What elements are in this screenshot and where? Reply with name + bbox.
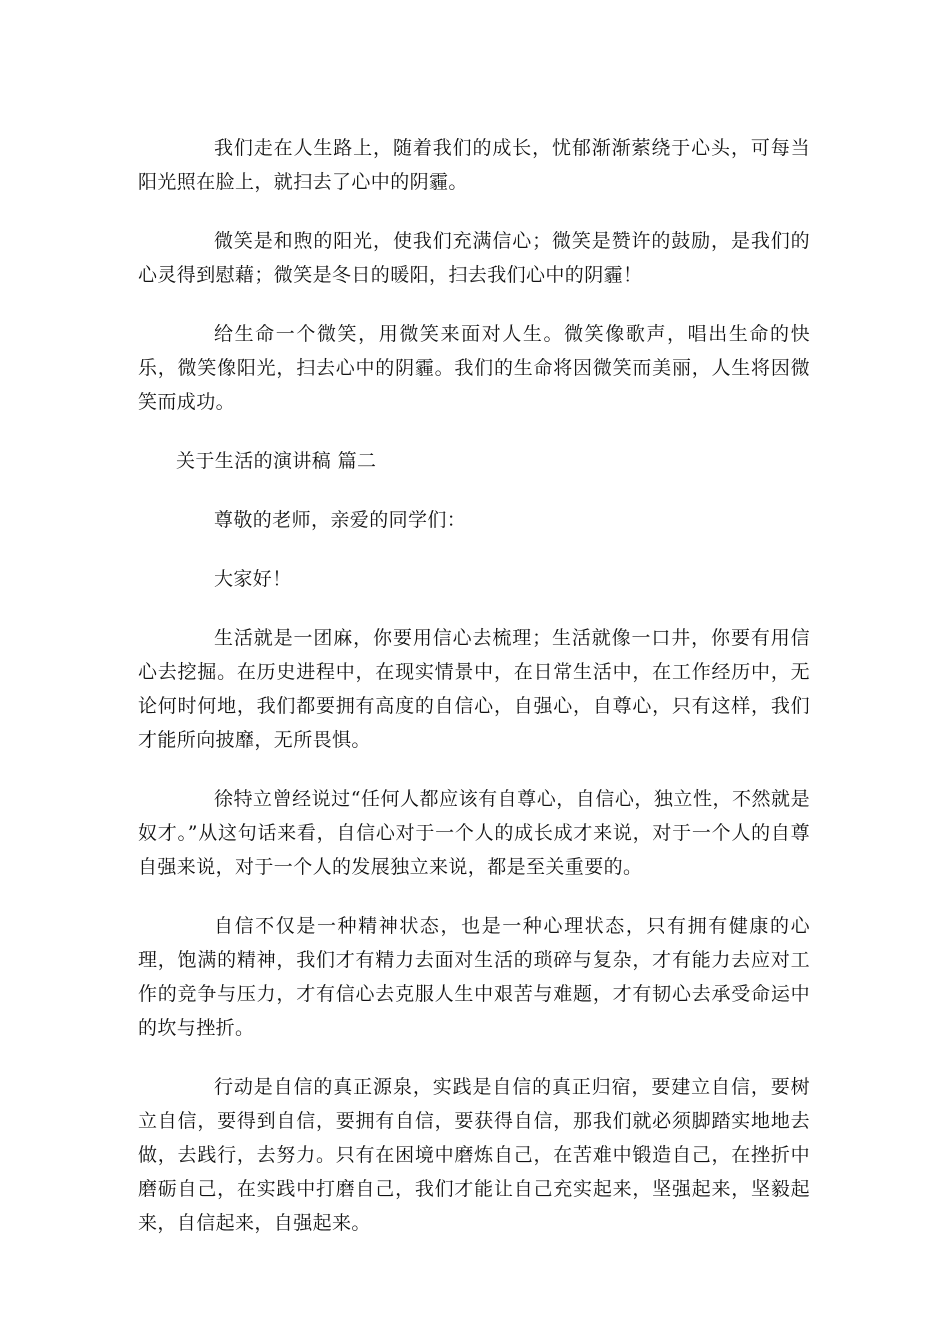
paragraph-action: 行动是自信的真正源泉，实践是自信的真正归宿，要建立自信，要树立自信，要得到自信，要拥有自信，要获得自信，那我们就必须脚踏实地地去做，去践行，去努力。只有在困境中磨炼自己，在苦难中锻造自己，在挫折中磨砺自己，在实践中打磨自己，我们才能让自己充实起来，坚强起来，坚毅起来，自信起来，自强起来。 [138,1076,810,1234]
paragraph-mental-state: 自信不仅是一种精神状态，也是一种心理状态，只有拥有健康的心理，饱满的精神，我们才有精力去面对生活的琐碎与复杂，才有能力去应对工作的竞争与压力，才有信心去克服人生中艰苦与难题，才有韧心去承受命运中的坎与挫折。 [138,915,810,1039]
paragraph-life-confidence: 生活就是一团麻，你要用信心去梳理；生活就像一口井，你要有用信心去挖掘。在历史进程中，在现实情景中，在日常生活中，在工作经历中，无论何时何地，我们都要拥有高度的自信心，自强心，自尊心，只有这样，我们才能所向披靡，无所畏惧。 [138,627,810,751]
paragraph-smile-sunshine: 微笑是和煦的阳光，使我们充满信心；微笑是赞许的鼓励，是我们的心灵得到慰藉；微笑是冬日的暖阳，扫去我们心中的阴霾！ [138,230,810,286]
salutation: 尊敬的老师，亲爱的同学们： [214,509,467,531]
section-heading: 关于生活的演讲稿 篇二 [176,450,377,472]
document-body [138,131,810,1265]
greeting: 大家好！ [214,568,292,590]
paragraph-quote: 徐特立曾经说过“任何人都应该有自尊心，自信心，独立性，不然就是奴才。”从这句话来看，自信心对于一个人的成长成才来说，对于一个人的自尊自强来说，对于一个人的发展独立来说，都是至关重要的。 [138,788,810,878]
paragraph-smile-life: 给生命一个微笑，用微笑来面对人生。微笑像歌声，唱出生命的快乐，微笑像阳光，扫去心中的阴霾。我们的生命将因微笑而美丽，人生将因微笑而成功。 [138,323,810,413]
paragraph-smile-intro: 我们走在人生路上，随着我们的成长，忧郁渐渐萦绕于心头，可每当阳光照在脸上，就扫去了心中的阴霾。 [138,137,810,193]
